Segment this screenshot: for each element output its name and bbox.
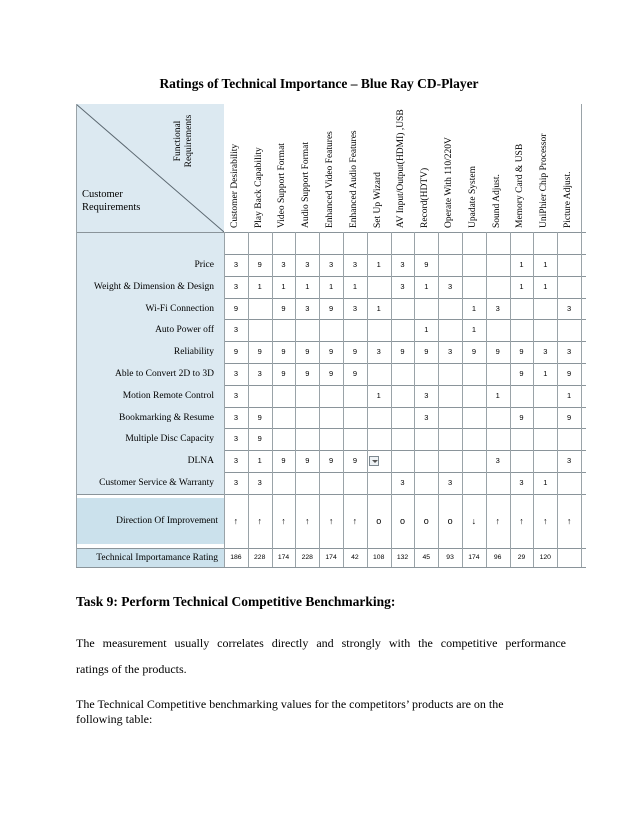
relationship-cell: [462, 428, 486, 450]
relationship-cell: 3: [424, 390, 429, 400]
relationship-cell: [295, 407, 319, 429]
grid-line: [343, 232, 344, 567]
relationship-cell: 3: [448, 478, 453, 487]
rating-cell: 108: [373, 553, 385, 561]
direction-cell: ↓: [471, 515, 477, 526]
relationship-cell: 9: [471, 347, 476, 357]
relationship-cell: 3: [233, 478, 238, 487]
relationship-cell: [295, 319, 319, 341]
customer-requirement-label: Able to Convert 2D to 3D: [76, 363, 224, 385]
relationship-cell: 9: [400, 347, 405, 357]
grid-line: [581, 232, 582, 567]
relationship-cell: 3: [400, 478, 405, 487]
grid-line: [76, 567, 586, 568]
relationship-cell: 1: [495, 390, 500, 400]
relationship-cell: [367, 428, 391, 450]
relationship-cell: 3: [305, 260, 310, 269]
relationship-cell: [486, 472, 510, 494]
section-heading: Task 9: Perform Technical Competitive Benchmarking:: [76, 594, 396, 609]
functional-requirement-header: [319, 104, 344, 232]
functional-requirement-label: Video Support Format: [277, 143, 288, 228]
functional-requirement-header: [486, 104, 511, 232]
relationship-cell: 3: [233, 390, 238, 400]
functional-requirement-header: [533, 104, 558, 232]
relationship-cell: [367, 319, 391, 341]
functional-requirement-label: Record(HDTV): [420, 167, 431, 228]
relationship-cell: [510, 428, 534, 450]
direction-cell: ↑: [328, 515, 334, 526]
direction-cell: o: [376, 515, 382, 526]
relationship-cell: 1: [519, 260, 524, 269]
relationship-cell: [533, 450, 557, 472]
relationship-cell: 9: [305, 369, 310, 378]
paragraph-2-line-1: The Technical Competitive benchmarking values for the competitors’ products are on the: [76, 697, 504, 711]
customer-requirement-label: Auto Power off: [76, 319, 224, 341]
relationship-cell: 3: [281, 260, 286, 269]
direction-cell: ↑: [519, 515, 524, 526]
functional-requirement-label: Enhanced Video Features: [325, 131, 336, 228]
relationship-cell: [391, 319, 415, 341]
relationship-cell: 3: [233, 434, 238, 444]
functional-requirement-label: Customer Desirability: [229, 143, 240, 228]
customer-requirement-label: Price: [76, 254, 224, 276]
relationship-cell: [319, 385, 343, 407]
relationship-cell: 9: [257, 434, 262, 444]
relationship-cell: [295, 428, 319, 450]
relationship-cell: [438, 385, 462, 407]
rating-cell: 96: [493, 553, 502, 561]
functional-requirement-header: [510, 104, 535, 232]
functional-requirement-label: Enhanced Audio Features: [348, 130, 359, 228]
relationship-cell: 1: [471, 303, 476, 313]
customer-requirement-label: DLNA: [76, 450, 224, 472]
grid-line: [533, 232, 534, 567]
document-title: Ratings of Technical Importance – Blue Ray CD-Player: [159, 76, 479, 91]
relationship-cell: [414, 428, 438, 450]
relationship-cell: 9: [281, 303, 286, 313]
functional-requirement-label: Upadate System: [467, 165, 478, 228]
relationship-cell: 9: [567, 412, 572, 422]
rating-cell: 120: [539, 553, 551, 561]
relationship-cell: [557, 276, 581, 298]
relationship-cell: 3: [424, 412, 429, 422]
functional-requirement-label: UniPhier Chip Processor: [539, 133, 550, 228]
relationship-cell: 9: [281, 456, 286, 466]
relationship-cell: 9: [329, 456, 334, 466]
grid-line: [272, 232, 273, 567]
direction-cell: ↑: [257, 515, 262, 526]
relationship-cell: 3: [400, 281, 405, 291]
relationship-cell: [533, 407, 557, 429]
grid-line: [76, 104, 77, 567]
relationship-cell: [438, 407, 462, 429]
relationship-cell: 9: [257, 260, 262, 269]
customer-requirement-label: Motion Remote Control: [76, 385, 224, 407]
relationship-cell: [367, 363, 391, 385]
relationship-cell: [391, 450, 415, 472]
relationship-cell: [557, 428, 581, 450]
rating-cell: 29: [517, 553, 526, 561]
technical-importance-rating-label: Technical Importamance Rating: [76, 549, 224, 567]
relationship-cell: [486, 319, 510, 341]
grid-line: [224, 232, 225, 567]
direction-cell: o: [399, 515, 405, 526]
relationship-cell: 1: [257, 281, 262, 291]
relationship-cell: [486, 407, 510, 429]
relationship-cell: 3: [567, 456, 572, 466]
customer-requirement-label: Bookmarking & Resume: [76, 407, 224, 429]
dropdown-arrow-icon[interactable]: [369, 456, 379, 466]
relationship-cell: 9: [329, 303, 334, 313]
functional-requirement-header: [367, 104, 392, 232]
relationship-cell: 1: [543, 369, 548, 378]
relationship-cell: 9: [281, 369, 286, 378]
relationship-cell: [414, 298, 438, 320]
relationship-cell: 1: [376, 260, 381, 269]
relationship-cell: [391, 428, 415, 450]
relationship-cell: 3: [519, 478, 524, 487]
relationship-cell: 1: [281, 281, 286, 291]
relationship-cell: 3: [448, 347, 453, 357]
qfd-matrix: [76, 104, 586, 563]
relationship-cell: 3: [495, 303, 500, 313]
relationship-cell: [319, 407, 343, 429]
grid-line: [510, 232, 511, 567]
relationship-cell: [295, 385, 319, 407]
relationship-cell: 9: [519, 347, 524, 357]
relationship-cell: [510, 319, 534, 341]
rating-cell: 228: [254, 553, 266, 561]
direction-of-improvement-label: Direction Of Improvement: [76, 498, 224, 544]
relationship-cell: 9: [567, 369, 572, 378]
relationship-cell: 3: [233, 260, 238, 269]
relationship-cell: 3: [233, 369, 238, 378]
functional-requirement-header: [295, 104, 320, 232]
relationship-cell: [414, 363, 438, 385]
direction-cell: ↑: [233, 515, 239, 526]
relationship-cell: [438, 428, 462, 450]
relationship-cell: [462, 276, 486, 298]
paragraph-1-line-1: The measurement usually correlates directly and strongly with the competitive performance: [76, 636, 566, 650]
customer-requirement-label: Wi-Fi Connection: [76, 298, 224, 320]
relationship-cell: [391, 407, 415, 429]
relationship-cell: 9: [519, 369, 524, 378]
relationship-cell: 3: [376, 347, 381, 357]
relationship-cell: 1: [376, 303, 381, 313]
relationship-cell: 3: [305, 303, 310, 313]
relationship-cell: 3: [352, 303, 357, 313]
relationship-cell: 3: [352, 260, 357, 269]
relationship-cell: [272, 407, 296, 429]
relationship-cell: 9: [424, 347, 429, 357]
relationship-cell: 9: [233, 303, 238, 313]
relationship-cell: 1: [471, 325, 476, 335]
relationship-cell: [510, 385, 534, 407]
rating-cell: 228: [301, 553, 313, 561]
functional-requirements-label: Functional Requirements: [173, 114, 194, 168]
relationship-cell: 3: [495, 456, 500, 466]
grid-line: [248, 232, 249, 567]
grid-line: [438, 232, 439, 567]
relationship-cell: 9: [257, 412, 262, 422]
relationship-cell: 9: [233, 347, 238, 357]
relationship-cell: [295, 472, 319, 494]
relationship-cell: [319, 472, 343, 494]
customer-requirement-label: Weight & Dimension & Design: [76, 276, 224, 298]
relationship-cell: 9: [519, 412, 524, 422]
grid-line: [391, 232, 392, 567]
relationship-cell: [462, 254, 486, 276]
relationship-cell: [510, 298, 534, 320]
relationship-cell: [510, 450, 534, 472]
direction-cell: ↑: [495, 515, 500, 526]
relationship-cell: [557, 319, 581, 341]
grid-line: [486, 232, 487, 567]
relationship-cell: [462, 407, 486, 429]
customer-requirement-label: Reliability: [76, 341, 224, 363]
functional-requirement-label: Audio Support Format: [301, 141, 312, 228]
relationship-cell: 1: [257, 456, 262, 466]
rating-cell: 45: [422, 553, 431, 561]
relationship-cell: [462, 450, 486, 472]
relationship-cell: 9: [424, 260, 429, 269]
relationship-cell: [438, 254, 462, 276]
relationship-cell: 9: [329, 347, 334, 357]
relationship-cell: [462, 363, 486, 385]
relationship-cell: 3: [233, 412, 238, 422]
functional-requirement-header: [248, 104, 273, 232]
relationship-cell: [272, 472, 296, 494]
relationship-cell: 1: [543, 281, 548, 291]
relationship-cell: [367, 276, 391, 298]
relationship-cell: 9: [305, 456, 310, 466]
relationship-cell: [391, 363, 415, 385]
paragraph-2-line-2: following table:: [76, 712, 153, 726]
functional-requirement-header: [391, 104, 416, 232]
direction-cell: ↑: [305, 515, 310, 526]
relationship-cell: 3: [543, 347, 548, 357]
relationship-cell: [248, 319, 272, 341]
relationship-cell: 9: [352, 347, 357, 357]
relationship-cell: [272, 428, 296, 450]
customer-requirement-label: Customer Service & Warranty: [76, 472, 224, 494]
relationship-cell: [319, 319, 343, 341]
relationship-cell: 1: [424, 325, 429, 335]
relationship-cell: [248, 298, 272, 320]
relationship-cell: 1: [567, 390, 572, 400]
relationship-cell: 9: [495, 347, 500, 357]
functional-requirement-label: Picture Adjust.: [563, 171, 574, 228]
relationship-cell: 9: [352, 456, 357, 466]
grid-line: [557, 232, 558, 567]
direction-cell: ↑: [566, 515, 572, 526]
direction-cell: o: [447, 515, 453, 526]
relationship-cell: [248, 385, 272, 407]
relationship-cell: 1: [543, 260, 548, 269]
relationship-cell: [343, 319, 367, 341]
relationship-cell: [533, 298, 557, 320]
functional-requirement-header: [557, 104, 582, 232]
relationship-cell: 3: [257, 478, 262, 487]
direction-cell: ↑: [281, 515, 286, 526]
relationship-cell: [343, 472, 367, 494]
direction-cell: ↑: [352, 515, 358, 526]
relationship-cell: [367, 407, 391, 429]
functional-requirement-header: [438, 104, 463, 232]
relationship-cell: 9: [281, 347, 286, 357]
relationship-cell: 1: [329, 281, 334, 291]
relationship-cell: 1: [519, 281, 524, 291]
relationship-cell: 3: [400, 260, 405, 269]
grid-line: [319, 232, 320, 567]
relationship-cell: [319, 428, 343, 450]
relationship-cell: 9: [329, 369, 334, 378]
functional-requirement-label: Sound Adjust.: [491, 174, 502, 228]
relationship-cell: 9: [257, 347, 262, 357]
functional-requirement-label: AV Input/Output(HDMI) ,USB: [396, 109, 407, 228]
relationship-cell: 3: [257, 369, 262, 378]
rating-cell: 174: [468, 553, 480, 561]
relationship-cell: [462, 385, 486, 407]
relationship-cell: 1: [424, 281, 429, 291]
relationship-cell: 3: [233, 456, 238, 466]
functional-requirement-label: Play Back Capability: [253, 147, 264, 228]
relationship-cell: [462, 472, 486, 494]
relationship-cell: [486, 428, 510, 450]
relationship-cell: 3: [448, 281, 453, 291]
functional-requirement-header: [414, 104, 439, 232]
relationship-cell: [391, 385, 415, 407]
grid-line: [367, 232, 368, 567]
direction-cell: o: [423, 515, 429, 526]
relationship-cell: [438, 319, 462, 341]
grid-line: [414, 232, 415, 567]
functional-requirement-header: [343, 104, 368, 232]
rating-cell: 174: [325, 553, 337, 561]
rating-cell: 186: [230, 553, 242, 561]
relationship-cell: 9: [352, 369, 357, 378]
relationship-cell: [486, 254, 510, 276]
relationship-cell: [557, 472, 581, 494]
relationship-cell: [272, 319, 296, 341]
functional-requirement-header: [462, 104, 487, 232]
rating-cell: [557, 549, 581, 567]
matrix-corner-header: [76, 104, 224, 232]
relationship-cell: [533, 319, 557, 341]
relationship-cell: 9: [305, 347, 310, 357]
relationship-cell: 3: [567, 303, 572, 313]
relationship-cell: 1: [543, 478, 548, 487]
rating-cell: 42: [351, 553, 359, 561]
relationship-cell: [438, 363, 462, 385]
functional-requirement-label: Set Up Wizard: [372, 172, 383, 228]
paragraph-1-line-2: ratings of the products.: [76, 662, 187, 676]
relationship-cell: 1: [376, 390, 381, 400]
relationship-cell: [533, 428, 557, 450]
relationship-cell: 3: [233, 325, 238, 335]
relationship-cell: 1: [352, 281, 357, 291]
functional-requirement-header: [272, 104, 297, 232]
relationship-cell: 3: [233, 281, 238, 291]
relationship-cell: [486, 363, 510, 385]
relationship-cell: [414, 450, 438, 472]
relationship-cell: [438, 298, 462, 320]
relationship-cell: [414, 472, 438, 494]
relationship-cell: [391, 298, 415, 320]
functional-requirement-label: Memory Card & USB: [515, 143, 526, 228]
relationship-cell: [486, 276, 510, 298]
customer-requirement-label: Multiple Disc Capacity: [76, 428, 224, 450]
relationship-cell: 3: [329, 260, 334, 269]
relationship-cell: 1: [305, 281, 310, 291]
relationship-cell: [343, 407, 367, 429]
customer-requirements-label: Customer Requirements: [82, 189, 141, 213]
relationship-cell: [533, 385, 557, 407]
relationship-cell: [343, 428, 367, 450]
relationship-cell: [343, 385, 367, 407]
rating-cell: 132: [396, 553, 409, 561]
relationship-cell: [557, 254, 581, 276]
rating-cell: 174: [277, 553, 290, 561]
grid-line: [295, 232, 296, 567]
functional-requirement-label: Operate With 110/220V: [444, 137, 455, 228]
functional-requirement-header: [224, 104, 249, 232]
rating-cell: 93: [446, 553, 454, 561]
relationship-cell: [272, 385, 296, 407]
grid-line: [462, 232, 463, 567]
relationship-cell: 3: [567, 347, 572, 357]
direction-cell: ↑: [543, 515, 548, 526]
relationship-cell: [367, 472, 391, 494]
relationship-cell: [438, 450, 462, 472]
